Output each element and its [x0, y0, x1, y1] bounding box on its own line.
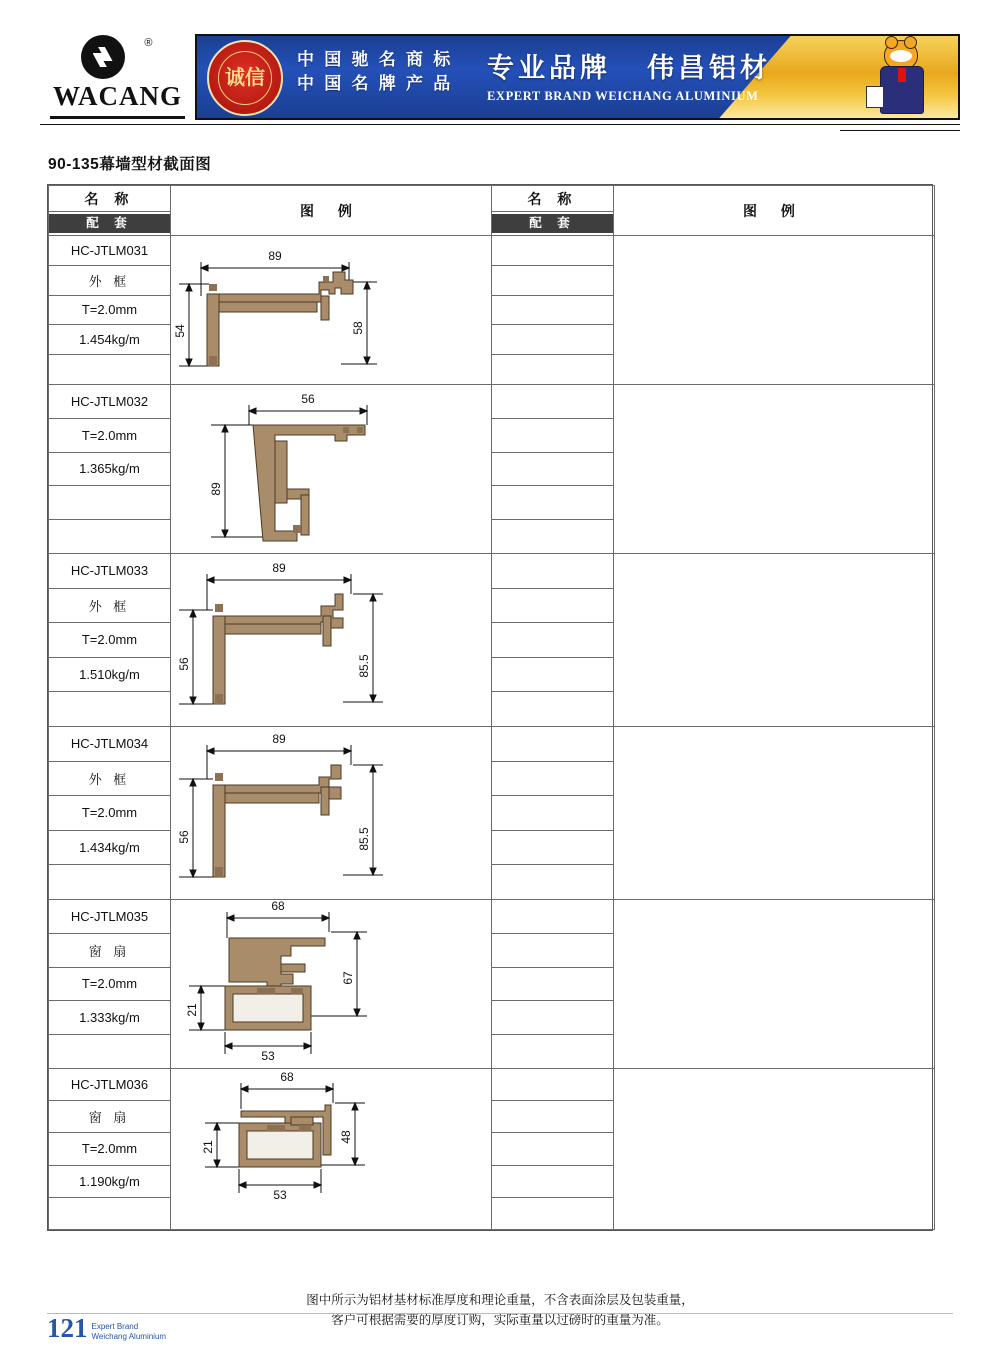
profiles-table — [47, 184, 933, 1231]
profile-weight: 1.434kg/m — [49, 830, 171, 865]
profile-figure — [171, 727, 492, 900]
profile-blank — [49, 865, 171, 900]
banner-chinese-claims — [297, 48, 453, 96]
dim-left: 21 — [201, 1140, 215, 1154]
page-footer — [47, 1315, 166, 1342]
tiger-mascot-icon — [862, 38, 950, 118]
profile-weight-right — [492, 830, 614, 865]
dim-top: 89 — [268, 249, 282, 263]
profile-type: 窗 扇 — [49, 933, 171, 967]
banner-headline-en: EXPERT BRAND WEICHANG ALUMINIUM — [487, 89, 759, 103]
header-figure-left: 图 例 — [171, 186, 492, 236]
profile-weight: 1.190kg/m — [49, 1165, 171, 1197]
promo-banner — [195, 34, 960, 120]
profile-blank — [49, 520, 171, 554]
dim-right: 58 — [351, 321, 365, 335]
profile-blank-right — [492, 1035, 614, 1069]
footer-note-line1: 图中所示为铝材基材标准厚度和理论重量，不含表面涂层及包装重量， — [306, 1293, 694, 1307]
profile-code: HC-JTLM032 — [49, 385, 171, 419]
profile-figure — [171, 236, 492, 385]
wacang-mark-icon — [81, 35, 155, 79]
footer-note-line2: 客户可根据需要的厚度订购，实际重量以过磅时的重量为准。 — [331, 1313, 669, 1327]
footer-divider — [47, 1313, 953, 1314]
table-row — [49, 1069, 935, 1101]
dim-left: 54 — [173, 324, 187, 338]
profile-thickness-right — [492, 623, 614, 658]
profile-type: 窗 扇 — [49, 1101, 171, 1133]
page-footer-label — [92, 1322, 167, 1342]
profile-code-right — [492, 727, 614, 762]
profile-type-right — [492, 761, 614, 796]
header-divider-short — [840, 130, 960, 131]
profile-blank — [49, 1035, 171, 1069]
dim-top: 68 — [271, 900, 285, 913]
profile-weight: 1.365kg/m — [49, 452, 171, 486]
profile-thickness: T=2.0mm — [49, 418, 171, 452]
profile-thickness-right — [492, 796, 614, 831]
table-row — [49, 727, 935, 762]
profile-blank-right — [492, 865, 614, 900]
profile-type: 外 框 — [49, 588, 171, 623]
dim-left: 89 — [209, 482, 223, 496]
profile-thickness: T=2.0mm — [49, 1133, 171, 1165]
profile-weight: 1.333kg/m — [49, 1001, 171, 1035]
table-row — [49, 385, 935, 419]
dim-top: 56 — [301, 392, 315, 406]
profile-blank — [49, 692, 171, 727]
brand-name: WACANG — [52, 81, 182, 111]
table-row — [49, 554, 935, 589]
section-drawing-033 — [171, 554, 491, 726]
profile-type-right — [492, 1101, 614, 1133]
profile-figure-right — [614, 1069, 935, 1230]
header-figure-right: 图 例 — [614, 186, 935, 236]
profile-code: HC-JTLM034 — [49, 727, 171, 762]
profile-figure-right — [614, 236, 935, 385]
header-pair-right-label: 配 套 — [492, 214, 613, 233]
table-row — [49, 236, 935, 266]
profile-code: HC-JTLM031 — [49, 236, 171, 266]
banner-headline-left: 专业品牌 — [487, 53, 611, 83]
header-divider — [40, 124, 960, 125]
profile-blank-right — [492, 1197, 614, 1229]
dim-right: 48 — [339, 1130, 353, 1144]
profile-figure-right — [614, 727, 935, 900]
page-number: 121 — [47, 1313, 88, 1343]
profile-weight-right — [492, 325, 614, 355]
section-drawing-034 — [171, 727, 491, 899]
profile-thickness: T=2.0mm — [49, 967, 171, 1001]
dim-left: 56 — [177, 657, 191, 671]
page-title: 90-135幕墙型材截面图 — [48, 156, 212, 173]
profile-code-right — [492, 900, 614, 934]
section-drawing-036 — [171, 1069, 491, 1229]
profile-thickness-right — [492, 295, 614, 325]
profile-thickness-right — [492, 1133, 614, 1165]
header-name-left: 名 称 — [49, 186, 171, 212]
profile-thickness-right — [492, 452, 614, 486]
profile-weight-right — [492, 657, 614, 692]
profile-figure — [171, 385, 492, 554]
profile-figure — [171, 554, 492, 727]
banner-headline-right: 伟昌铝材 — [647, 53, 771, 83]
section-drawing-032 — [171, 385, 491, 553]
brand-logo — [40, 34, 195, 120]
dim-top: 89 — [272, 732, 286, 746]
profile-figure-right — [614, 900, 935, 1069]
dim-bottom: 53 — [273, 1188, 287, 1202]
profile-weight: 1.454kg/m — [49, 325, 171, 355]
table-row — [49, 900, 935, 934]
profile-type-right — [492, 933, 614, 967]
banner-claim-2: 中 国 名 牌 产 品 — [297, 74, 454, 93]
profile-type: 外 框 — [49, 265, 171, 295]
page-footer-label-line1: Expert Brand — [91, 1322, 139, 1331]
profile-code: HC-JTLM036 — [49, 1069, 171, 1101]
profile-type-right — [492, 418, 614, 452]
banner-headline — [487, 46, 771, 104]
profile-weight-right — [492, 1001, 614, 1035]
profile-blank — [49, 486, 171, 520]
profile-code-right — [492, 236, 614, 266]
profile-code-right — [492, 1069, 614, 1101]
header-pair-left-label: 配 套 — [49, 214, 170, 233]
profile-figure — [171, 900, 492, 1069]
profile-code-right — [492, 385, 614, 419]
header-pair-right — [492, 212, 614, 236]
certification-seal-icon — [207, 40, 283, 116]
profile-thickness: T=2.0mm — [49, 623, 171, 658]
profile-blank-right — [492, 355, 614, 385]
dim-left: 56 — [177, 830, 191, 844]
brand-rule — [50, 116, 185, 119]
profile-thickness: T=2.0mm — [49, 796, 171, 831]
profile-figure-right — [614, 385, 935, 554]
profile-weight: 1.510kg/m — [49, 657, 171, 692]
profile-thickness: T=2.0mm — [49, 295, 171, 325]
header-name-right: 名 称 — [492, 186, 614, 212]
profile-blank-right — [492, 692, 614, 727]
dim-left: 21 — [185, 1003, 199, 1017]
profile-blank — [49, 355, 171, 385]
table-header-row — [49, 186, 935, 212]
section-drawing-031 — [171, 236, 491, 384]
profile-weight-right — [492, 1165, 614, 1197]
dim-top: 89 — [272, 561, 286, 575]
page-footer-label-line2: Weichang Aluminium — [91, 1332, 167, 1341]
profile-weight-right — [492, 486, 614, 520]
banner-claim-1: 中 国 驰 名 商 标 — [297, 50, 454, 69]
dim-right: 85.5 — [357, 654, 371, 678]
dim-top: 68 — [280, 1070, 294, 1084]
page-header — [40, 34, 960, 120]
section-drawing-035 — [171, 900, 491, 1068]
header-pair-left — [49, 212, 171, 236]
dim-bottom: 53 — [261, 1049, 275, 1063]
profile-figure-right — [614, 554, 935, 727]
profile-type-right — [492, 588, 614, 623]
profile-blank — [49, 1197, 171, 1229]
registered-mark-icon: ® — [144, 37, 153, 49]
profile-blank-right — [492, 520, 614, 554]
profile-figure — [171, 1069, 492, 1230]
dim-right: 67 — [341, 971, 355, 985]
profile-code-right — [492, 554, 614, 589]
profile-code: HC-JTLM033 — [49, 554, 171, 589]
profile-type: 外 框 — [49, 761, 171, 796]
dim-right: 85.5 — [357, 827, 371, 851]
profile-type-right — [492, 265, 614, 295]
profile-thickness-right — [492, 967, 614, 1001]
seal-center-text: 诚信 — [218, 51, 272, 105]
profile-code: HC-JTLM035 — [49, 900, 171, 934]
